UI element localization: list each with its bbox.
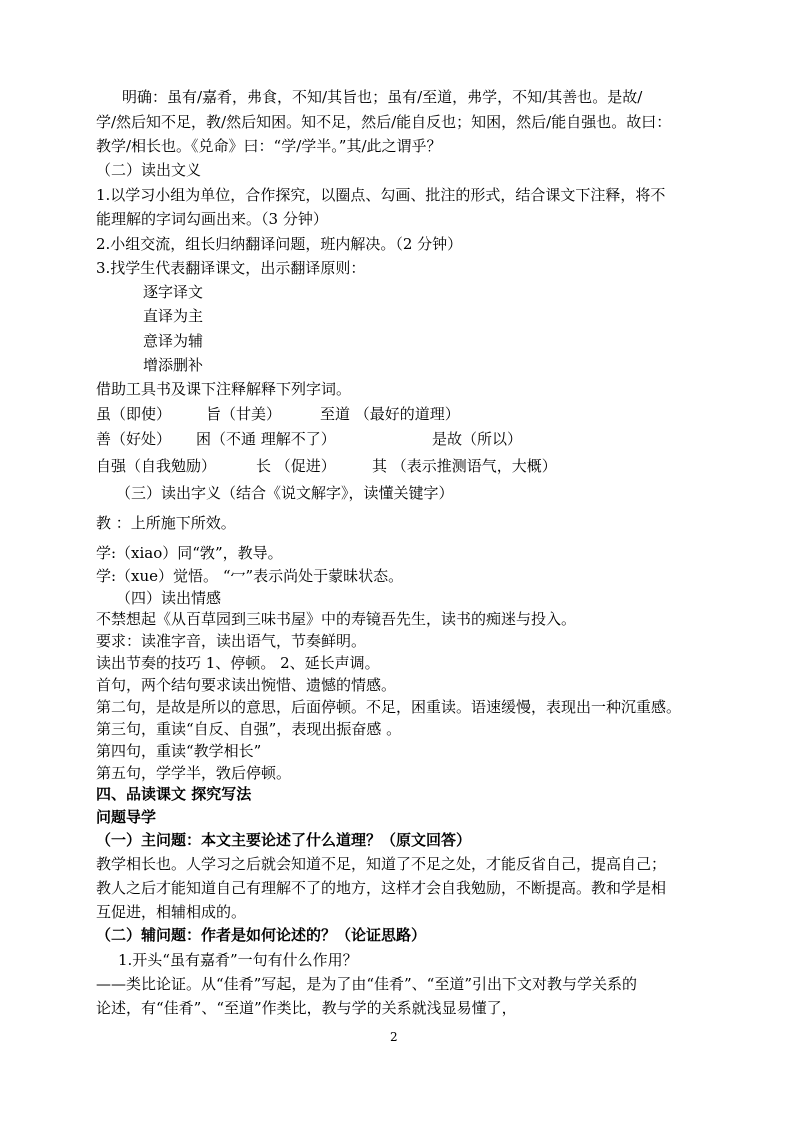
sec4-line-3: 读出节奏的技巧 1、停顿。 2、延长声调。 xyxy=(96,654,380,672)
q2-answer-line-1: ——类比论证。从“佳肴”写起，是为了由“佳肴”、“至道”引出下文对教与学关系的 xyxy=(96,975,638,993)
rhythm-line-3: 第三句，重读“自反、自强”，表现出振奋感 。 xyxy=(96,720,402,738)
vocab-row-3-c: 其 （表示推测语气，大概） xyxy=(372,457,557,475)
page-number: 2 xyxy=(390,1030,398,1044)
q1-answer-line-1: 教学相长也。人学习之后就会知道不足，知道了不足之处，才能反省自己，提高自己； xyxy=(96,855,667,873)
vocab-intro: 借助工具书及课下注释解释下列字词。 xyxy=(96,380,352,398)
mingque-line-2: 学/然后知不足，教/然后知困。知不足，然后/能自反也；知困，然后/能自强也。故曰： xyxy=(96,113,672,131)
q1-answer-line-2: 教人之后才能知道自己有理解不了的地方，这样才会自我勉励，不断提高。教和学是相 xyxy=(96,879,667,897)
vocab-row-2-c: 是故（所以） xyxy=(432,430,523,448)
principle-2: 直译为主 xyxy=(143,307,204,325)
mingque-line-3: 教学/相长也。《兑命》曰：“学/学半。”其/此之谓乎？ xyxy=(96,137,442,155)
vocab-row-1-b: 旨（甘美） xyxy=(206,405,282,423)
sec4-line-2: 要求：读准字音，读出语气，节奏鲜明。 xyxy=(96,632,367,650)
question-2-title: （二）辅问题：作者是如何论述的？（论证思路） xyxy=(96,926,427,944)
xue-definition-1: 学:（xiao）同“敩”，教导。 xyxy=(96,544,283,562)
vocab-row-2-a: 善（好处） xyxy=(96,430,172,448)
mingque-line-1: 明确：虽有/嘉肴，弗食，不知/其旨也；虽有/至道，弗学，不知/其善也。是故/ xyxy=(122,88,643,106)
q1-answer-line-3: 互促进，相辅相成的。 xyxy=(96,903,247,921)
rhythm-line-5: 第五句，学学半，敩后停顿。 xyxy=(96,764,292,782)
vocab-row-1-c: 至道 （最好的道理） xyxy=(320,405,460,423)
section-4-title: （四）读出情感 xyxy=(116,589,222,607)
section-3-title: （三）读出字义（结合《说文解字》，读懂关键字） xyxy=(116,484,454,502)
sec2-item-3: 3.找学生代表翻译课文，出示翻译原则： xyxy=(96,259,366,277)
vocab-row-3-b: 长 （促进） xyxy=(256,457,336,475)
vocab-row-3-a: 自强（自我勉励） xyxy=(96,457,217,475)
principle-4: 增添删补 xyxy=(143,356,204,374)
q2-answer-line-2: 论述，有“佳肴”、“至道”作类比，教与学的关系就浅显易懂了， xyxy=(96,999,517,1017)
xue-definition-2: 学:（xue）觉悟。 “冖”表示尚处于蒙昧状态。 xyxy=(96,567,404,585)
jiao-definition: 教 ：上所施下所效。 xyxy=(96,514,236,532)
rhythm-line-4: 第四句，重读“教学相长” xyxy=(96,742,262,760)
vocab-row-2-b: 困（不通 理解不了） xyxy=(196,430,336,448)
sec2-item-1b: 能理解的字词勾画出来。（3 分钟） xyxy=(96,210,328,228)
rhythm-line-1: 首句，两个结句要求读出惋惜、遗憾的情感。 xyxy=(96,676,397,694)
sec4-line-1: 不禁想起《从百草园到三味书屋》中的寿镜吾先生，读书的痴迷与投入。 xyxy=(96,610,577,628)
question-1-title: （一）主问题：本文主要论述了什么道理？（原文回答） xyxy=(96,831,472,849)
section-2-title: （二）读出文义 xyxy=(96,161,202,179)
principle-1: 逐字译文 xyxy=(143,283,204,301)
vocab-row-1-a: 虽（即使） xyxy=(96,405,172,423)
sec2-item-1a: 1.以学习小组为单位，合作探究，以圈点、勾画、批注的形式，结合课文下注释，将不 xyxy=(96,186,666,204)
principle-3: 意译为辅 xyxy=(143,332,204,350)
sec2-item-2: 2.小组交流，组长归纳翻译问题，班内解决。（2 分钟） xyxy=(96,235,463,253)
q2-subquestion: 1.开头“虽有嘉肴”一句有什么作用？ xyxy=(118,951,358,969)
rhythm-line-2: 第二句，是故是所以的意思，后面停顿。不足，困重读。语速缓慢，表现出一种沉重感。 xyxy=(96,698,682,716)
part-4-heading: 四、品读课文 探究写法 xyxy=(96,785,252,803)
guide-heading: 问题导学 xyxy=(96,808,157,826)
